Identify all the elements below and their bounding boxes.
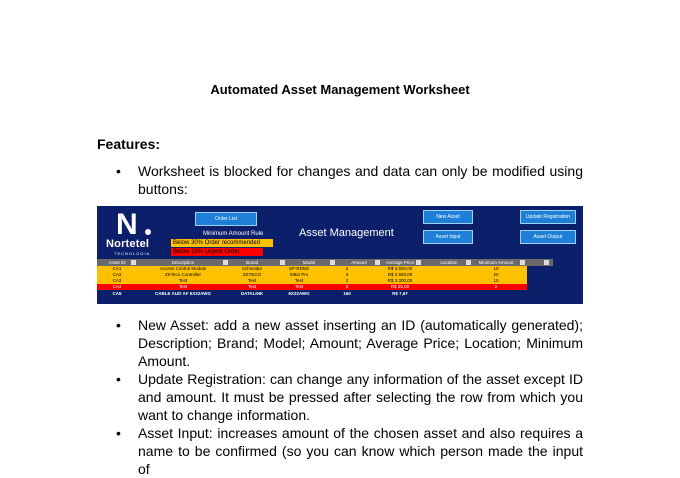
cell-amount: 160 xyxy=(343,291,351,296)
list-item xyxy=(97,162,583,198)
column-header: Amount xyxy=(351,260,367,265)
list-item-text: Asset Input: increases amount of the chosen asset and also requires a name to be confirmed (so you can know which person made the input of xyxy=(138,425,583,477)
cell-average-price: R$ 7,67 xyxy=(392,291,408,296)
list-item-text: Worksheet is blocked for changes and data can only be modified using buttons: xyxy=(138,163,583,197)
table-row[interactable] xyxy=(97,284,527,290)
min-rule-row-warning: Below 30% Order recommended xyxy=(171,239,273,247)
cell-model: SP-RDM2 xyxy=(288,266,310,271)
cell-brand: DATALINK xyxy=(240,291,264,296)
cell-minimum-amount: 2 xyxy=(494,284,498,289)
cell-description: Test xyxy=(178,284,188,289)
logo-subtitle: TECNOLOGIA xyxy=(114,251,151,256)
cell-average-price: R$ 3.500,00 xyxy=(387,266,413,271)
column-header: Asset ID xyxy=(108,260,126,265)
cell-brand: Test xyxy=(247,284,257,289)
filter-dropdown-icon[interactable] xyxy=(280,260,285,265)
worksheet-screenshot xyxy=(97,206,583,304)
cell-asset-id: CA2 xyxy=(112,272,122,277)
column-header: Location xyxy=(440,260,458,265)
logo-icon: N xyxy=(116,208,138,241)
cell-asset-id: CA1 xyxy=(112,266,122,271)
cell-minimum-amount: 10 xyxy=(493,266,499,271)
column-header: Brand xyxy=(245,260,258,265)
features-heading: Features: xyxy=(97,136,161,152)
cell-amount: 3 xyxy=(345,272,349,277)
cell-description: ZKTeco Controller xyxy=(164,272,201,277)
filter-dropdown-icon[interactable] xyxy=(520,260,525,265)
cell-amount: 0 xyxy=(345,284,349,289)
asset-output-button[interactable]: Asset Output xyxy=(520,230,576,244)
cell-average-price: R$ 2.500,00 xyxy=(387,272,413,277)
cell-average-price: R$ 3.300,00 xyxy=(387,278,413,283)
table-header xyxy=(97,259,553,266)
min-rule-title: Minimum Amount Rule xyxy=(203,231,264,237)
cell-model: 6X22AWG xyxy=(288,291,310,296)
cell-asset-id: CA3 xyxy=(112,278,122,283)
list-item xyxy=(97,424,583,478)
cell-model: Test xyxy=(294,278,304,283)
bullet-icon: • xyxy=(116,371,121,387)
cell-description: Access Control Module xyxy=(159,266,207,271)
column-header: Average Price xyxy=(385,260,415,265)
filter-dropdown-icon[interactable] xyxy=(544,260,549,265)
cell-minimum-amount xyxy=(471,291,521,297)
column-header: Minimum Amount xyxy=(478,260,514,265)
cell-model: Test xyxy=(294,284,304,289)
cell-amount: 2 xyxy=(345,278,349,283)
bullet-icon: • xyxy=(116,163,121,179)
document-title: Automated Asset Management Worksheet xyxy=(210,82,470,97)
cell-brand: ZKTECO xyxy=(242,272,262,277)
asset-input-button[interactable]: Asset Input xyxy=(423,230,473,244)
filter-dropdown-icon[interactable] xyxy=(416,260,421,265)
cell-asset-id: CA5 xyxy=(112,291,122,296)
sheet-title: Asset Management xyxy=(299,227,394,239)
list-item xyxy=(97,370,583,424)
column-header: Description xyxy=(171,260,195,265)
cell-description: CABLE AUD AF 6X22AWG xyxy=(155,291,211,296)
cell-brand: Test xyxy=(247,278,257,283)
cell-asset-id: CA4 xyxy=(112,284,122,289)
cell-amount: 2 xyxy=(345,266,349,271)
table-row[interactable] xyxy=(97,291,527,297)
column-header: Model xyxy=(302,260,316,265)
cell-location xyxy=(427,291,467,297)
bullet-icon: • xyxy=(116,317,121,333)
cell-model: InBio Pro xyxy=(289,272,309,277)
update-registration-button[interactable]: Update Registration xyxy=(520,210,576,224)
logo-name: Nortetel xyxy=(106,238,150,250)
bullet-icon: • xyxy=(116,425,121,441)
new-asset-button[interactable]: New Asset xyxy=(423,210,473,224)
list-item xyxy=(97,316,583,370)
cell-minimum-amount: 20 xyxy=(493,272,499,277)
cell-location xyxy=(427,284,467,290)
cell-brand: Schneider xyxy=(241,266,263,271)
list-item-text: New Asset: add a new asset inserting an ID (automatically generated); Description; Brand; Model; Amount; Average Price; Location; Minimum Amount. xyxy=(138,317,583,369)
filter-dropdown-icon[interactable] xyxy=(131,260,136,265)
min-rule-row-urgent: Below 10% Urgent Order xyxy=(171,248,263,256)
filter-dropdown-icon[interactable] xyxy=(223,260,228,265)
filter-dropdown-icon[interactable] xyxy=(330,260,335,265)
cell-average-price: R$ 25,00 xyxy=(390,284,410,289)
cell-minimum-amount: 10 xyxy=(493,278,499,283)
cell-description: Test xyxy=(178,278,188,283)
order-list-button[interactable]: Order List xyxy=(195,212,257,226)
list-item-text: Update Registration: can change any information of the asset except ID and amount. It must be pressed after selecting the row from which you want to change information. xyxy=(138,371,583,423)
logo-dot-icon xyxy=(145,229,151,235)
